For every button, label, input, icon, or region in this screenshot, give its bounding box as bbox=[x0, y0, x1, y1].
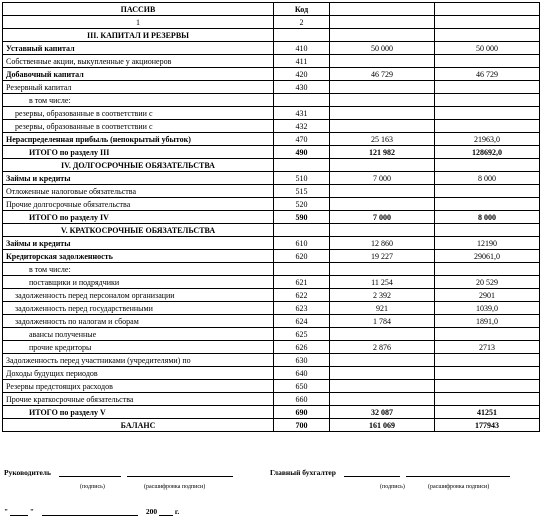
row-label: в том числе: bbox=[3, 263, 274, 276]
row-value-start: 11 254 bbox=[330, 276, 435, 289]
head-sign-line[interactable] bbox=[59, 476, 121, 477]
row-label: задолженность по налогам и сборам bbox=[3, 315, 274, 328]
row-code bbox=[274, 29, 330, 42]
row-value-start bbox=[330, 224, 435, 237]
row-label: Добавочный капитал bbox=[3, 68, 274, 81]
header-col3 bbox=[330, 3, 435, 16]
head-decode-line[interactable] bbox=[127, 476, 233, 477]
row-code: 590 bbox=[274, 211, 330, 224]
row-label: ИТОГО по разделу V bbox=[3, 406, 274, 419]
row-code: 520 bbox=[274, 198, 330, 211]
row-code: 623 bbox=[274, 302, 330, 315]
row-label: Доходы будущих периодов bbox=[3, 367, 274, 380]
table-row bbox=[3, 133, 540, 146]
table-row bbox=[3, 29, 540, 42]
row-code: 515 bbox=[274, 185, 330, 198]
row-label: Уставный капитал bbox=[3, 42, 274, 55]
table-row bbox=[3, 237, 540, 250]
row-value-end bbox=[435, 120, 540, 133]
row-label: БАЛАНС bbox=[3, 419, 274, 432]
row-value-start bbox=[330, 263, 435, 276]
row-value-end bbox=[435, 198, 540, 211]
table-row bbox=[3, 354, 540, 367]
row-code: 700 bbox=[274, 419, 330, 432]
row-value-end bbox=[435, 224, 540, 237]
row-value-start bbox=[330, 367, 435, 380]
row-code bbox=[274, 263, 330, 276]
row-label: IV. ДОЛГОСРОЧНЫЕ ОБЯЗАТЕЛЬСТВА bbox=[3, 159, 274, 172]
row-code: 432 bbox=[274, 120, 330, 133]
row-label: Прочие долгосрочные обязательства bbox=[3, 198, 274, 211]
table-row bbox=[3, 419, 540, 432]
row-value-start bbox=[330, 29, 435, 42]
row-label: Кредиторская задолженность bbox=[3, 250, 274, 263]
row-code: 624 bbox=[274, 315, 330, 328]
row-label: ИТОГО по разделу III bbox=[3, 146, 274, 159]
table-row bbox=[3, 302, 540, 315]
row-value-end: 2713 bbox=[435, 341, 540, 354]
header-num2: 2 bbox=[274, 16, 330, 29]
row-value-end: 177943 bbox=[435, 419, 540, 432]
row-value-end: 46 729 bbox=[435, 68, 540, 81]
row-value-end bbox=[435, 367, 540, 380]
row-code: 640 bbox=[274, 367, 330, 380]
row-label: Нераспределенная прибыль (непокрытый убыток) bbox=[3, 133, 274, 146]
header-num3 bbox=[330, 16, 435, 29]
head-decode-caption: (расшифровка подписи) bbox=[144, 484, 206, 490]
table-row bbox=[3, 68, 540, 81]
accountant-sign-line[interactable] bbox=[344, 476, 400, 477]
table-row bbox=[3, 107, 540, 120]
row-value-start: 19 227 bbox=[330, 250, 435, 263]
row-value-start bbox=[330, 393, 435, 406]
day-field[interactable] bbox=[10, 515, 28, 516]
row-value-end bbox=[435, 94, 540, 107]
head-signature-block bbox=[4, 468, 233, 477]
table-row bbox=[3, 211, 540, 224]
table-row bbox=[3, 380, 540, 393]
header-passive: ПАССИВ bbox=[3, 3, 274, 16]
row-value-start: 121 982 bbox=[330, 146, 435, 159]
row-value-end: 20 529 bbox=[435, 276, 540, 289]
row-code bbox=[274, 224, 330, 237]
row-label: V. КРАТКОСРОЧНЫЕ ОБЯЗАТЕЛЬСТВА bbox=[3, 224, 274, 237]
row-value-start: 921 bbox=[330, 302, 435, 315]
row-code: 610 bbox=[274, 237, 330, 250]
table-row bbox=[3, 42, 540, 55]
row-code: 410 bbox=[274, 42, 330, 55]
row-code: 625 bbox=[274, 328, 330, 341]
header-number-row bbox=[3, 16, 540, 29]
row-code: 630 bbox=[274, 354, 330, 367]
table-row bbox=[3, 393, 540, 406]
table-row bbox=[3, 406, 540, 419]
row-code: 622 bbox=[274, 289, 330, 302]
row-code: 470 bbox=[274, 133, 330, 146]
row-value-start: 12 860 bbox=[330, 237, 435, 250]
row-value-start bbox=[330, 81, 435, 94]
table-row bbox=[3, 120, 540, 133]
row-code: 411 bbox=[274, 55, 330, 68]
row-value-end: 29061,0 bbox=[435, 250, 540, 263]
row-value-end: 2901 bbox=[435, 289, 540, 302]
row-code: 620 bbox=[274, 250, 330, 263]
row-value-end bbox=[435, 107, 540, 120]
row-code: 420 bbox=[274, 68, 330, 81]
header-row bbox=[3, 3, 540, 16]
row-value-start bbox=[330, 328, 435, 341]
date-open-quote: " bbox=[4, 507, 9, 516]
date-close-quote: " bbox=[29, 507, 35, 516]
table-row bbox=[3, 289, 540, 302]
header-num1: 1 bbox=[3, 16, 274, 29]
row-value-start: 32 087 bbox=[330, 406, 435, 419]
row-value-end: 21963,0 bbox=[435, 133, 540, 146]
row-value-start: 2 876 bbox=[330, 341, 435, 354]
row-value-end bbox=[435, 380, 540, 393]
row-value-start: 2 392 bbox=[330, 289, 435, 302]
row-code: 510 bbox=[274, 172, 330, 185]
row-value-start: 25 163 bbox=[330, 133, 435, 146]
row-label: Резервный капитал bbox=[3, 81, 274, 94]
row-value-end bbox=[435, 185, 540, 198]
row-value-start bbox=[330, 198, 435, 211]
table-row bbox=[3, 81, 540, 94]
row-value-end bbox=[435, 81, 540, 94]
row-value-end bbox=[435, 263, 540, 276]
row-value-start bbox=[330, 107, 435, 120]
row-code: 660 bbox=[274, 393, 330, 406]
table-row bbox=[3, 315, 540, 328]
row-value-start bbox=[330, 185, 435, 198]
table-row bbox=[3, 172, 540, 185]
table-row bbox=[3, 224, 540, 237]
accountant-sign-caption: (подпись) bbox=[380, 484, 405, 490]
balance-table bbox=[2, 2, 540, 432]
year-prefix: 200 bbox=[145, 507, 158, 516]
table-row bbox=[3, 159, 540, 172]
row-value-end bbox=[435, 55, 540, 68]
row-label: резервы, образованные в соответствии с bbox=[3, 107, 274, 120]
table-row bbox=[3, 198, 540, 211]
row-value-start: 50 000 bbox=[330, 42, 435, 55]
row-value-end bbox=[435, 29, 540, 42]
row-code bbox=[274, 159, 330, 172]
row-value-start: 7 000 bbox=[330, 172, 435, 185]
row-label: Займы и кредиты bbox=[3, 237, 274, 250]
row-code bbox=[274, 94, 330, 107]
head-label: Руководитель bbox=[4, 468, 51, 477]
row-label: в том числе: bbox=[3, 94, 274, 107]
table-row bbox=[3, 367, 540, 380]
row-value-end: 8 000 bbox=[435, 211, 540, 224]
row-value-end bbox=[435, 354, 540, 367]
row-code: 621 bbox=[274, 276, 330, 289]
row-value-end: 128692,0 bbox=[435, 146, 540, 159]
row-label: Займы и кредиты bbox=[3, 172, 274, 185]
row-value-start bbox=[330, 55, 435, 68]
row-label: Резервы предстоящих расходов bbox=[3, 380, 274, 393]
row-label: III. КАПИТАЛ И РЕЗЕРВЫ bbox=[3, 29, 274, 42]
row-code: 430 bbox=[274, 81, 330, 94]
row-label: резервы, образованные в соответствии с bbox=[3, 120, 274, 133]
row-value-end: 1039,0 bbox=[435, 302, 540, 315]
accountant-decode-line[interactable] bbox=[406, 476, 510, 477]
row-label: Задолженность перед участниками (учредителями) по bbox=[3, 354, 274, 367]
table-row bbox=[3, 328, 540, 341]
row-label: задолженность перед персоналом организации bbox=[3, 289, 274, 302]
row-label: Прочие краткосрочные обязательства bbox=[3, 393, 274, 406]
row-value-end bbox=[435, 159, 540, 172]
row-value-start bbox=[330, 120, 435, 133]
accountant-decode-caption: (расшифровка подписи) bbox=[428, 484, 490, 490]
row-label: авансы полученные bbox=[3, 328, 274, 341]
row-code: 490 bbox=[274, 146, 330, 159]
table-row bbox=[3, 341, 540, 354]
table-row bbox=[3, 185, 540, 198]
header-col4 bbox=[435, 3, 540, 16]
accountant-label: Главный бухгалтер bbox=[270, 468, 336, 477]
row-label: Отложенные налоговые обязательства bbox=[3, 185, 274, 198]
row-value-end bbox=[435, 393, 540, 406]
header-code: Код bbox=[274, 3, 330, 16]
row-value-start: 161 069 bbox=[330, 419, 435, 432]
row-code: 690 bbox=[274, 406, 330, 419]
row-label: ИТОГО по разделу IV bbox=[3, 211, 274, 224]
row-label: поставщики и подрядчики bbox=[3, 276, 274, 289]
row-code: 650 bbox=[274, 380, 330, 393]
year-field[interactable] bbox=[159, 515, 173, 516]
table-row bbox=[3, 55, 540, 68]
row-value-start: 7 000 bbox=[330, 211, 435, 224]
row-value-start bbox=[330, 354, 435, 367]
head-sign-caption: (подпись) bbox=[80, 484, 105, 490]
table-row bbox=[3, 94, 540, 107]
row-label: задолженность перед государственными bbox=[3, 302, 274, 315]
row-value-end: 41251 bbox=[435, 406, 540, 419]
row-value-end: 1891,0 bbox=[435, 315, 540, 328]
row-value-end bbox=[435, 328, 540, 341]
row-value-start bbox=[330, 380, 435, 393]
row-value-end: 50 000 bbox=[435, 42, 540, 55]
row-label: Собственные акции, выкупленные у акционеров bbox=[3, 55, 274, 68]
row-value-end: 8 000 bbox=[435, 172, 540, 185]
row-value-start bbox=[330, 159, 435, 172]
table-row bbox=[3, 146, 540, 159]
row-code: 431 bbox=[274, 107, 330, 120]
year-suffix: г. bbox=[174, 507, 180, 516]
row-value-end: 12190 bbox=[435, 237, 540, 250]
row-value-start: 1 784 bbox=[330, 315, 435, 328]
row-label: прочие кредиторы bbox=[3, 341, 274, 354]
table-row bbox=[3, 250, 540, 263]
row-code: 626 bbox=[274, 341, 330, 354]
accountant-signature-block bbox=[270, 468, 510, 477]
table-row bbox=[3, 276, 540, 289]
table-row bbox=[3, 263, 540, 276]
row-value-start bbox=[330, 94, 435, 107]
date-line bbox=[4, 507, 179, 516]
row-value-start: 46 729 bbox=[330, 68, 435, 81]
month-field[interactable] bbox=[42, 515, 138, 516]
header-num4 bbox=[435, 16, 540, 29]
